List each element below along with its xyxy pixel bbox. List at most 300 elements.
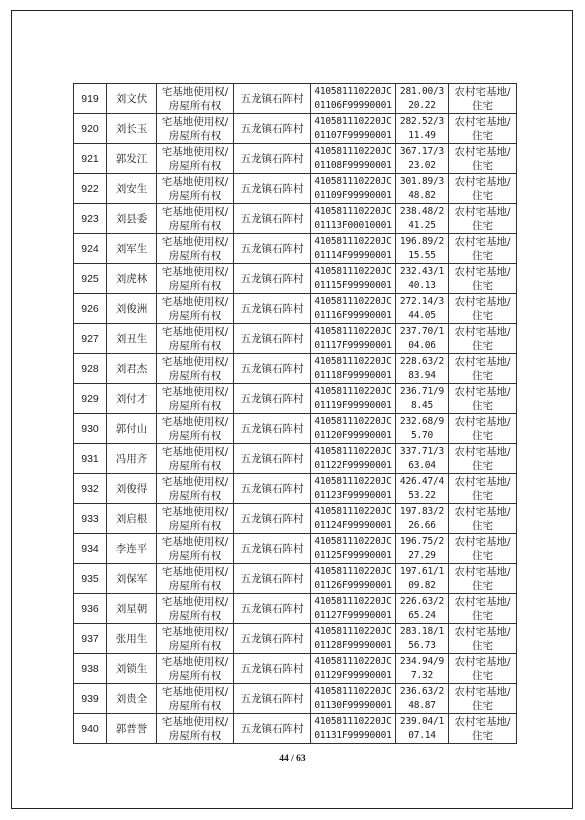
row-number-text: 937: [81, 632, 99, 645]
usage-text: 住宅: [472, 459, 493, 472]
unit-code-cell: [311, 174, 396, 204]
unit-code-cell: [311, 84, 396, 114]
owner-name-text: 刘俊洲: [115, 302, 148, 315]
unit-code-cell: [311, 204, 396, 234]
table-row: [74, 114, 517, 144]
right-type-cell: [157, 654, 234, 684]
usage-text: 农村宅基地/: [454, 535, 511, 548]
right-type-text: 房屋所有权: [168, 219, 222, 232]
owner-name-text: 刘俊得: [115, 482, 148, 495]
area-text: 65.24: [408, 609, 436, 621]
right-type-text: 房屋所有权: [168, 549, 222, 562]
row-number-text: 924: [81, 242, 99, 255]
owner-name-text: 张用生: [115, 632, 148, 645]
owner-name-text: 刘虎林: [115, 272, 148, 285]
area-text: 196.75/2: [399, 535, 445, 547]
usage-text: 农村宅基地/: [454, 565, 511, 578]
usage-text: 住宅: [472, 489, 493, 502]
usage-text: 农村宅基地/: [454, 475, 511, 488]
usage-cell: [449, 714, 517, 744]
table-row: [74, 594, 517, 624]
location-cell: [234, 504, 311, 534]
usage-cell: [449, 84, 517, 114]
usage-text: 住宅: [472, 549, 493, 562]
unit-code-text: 410581110220JC: [314, 595, 392, 607]
usage-text: 住宅: [472, 309, 493, 322]
row-number-text: 936: [81, 602, 99, 615]
location-text: 五龙镇石阵村: [240, 92, 304, 105]
location-text: 五龙镇石阵村: [240, 272, 304, 285]
owner-name-text: 刘启根: [115, 512, 148, 525]
row-number-cell: [74, 444, 107, 474]
usage-text: 住宅: [472, 429, 493, 442]
right-type-text: 房屋所有权: [168, 489, 222, 502]
right-type-text: 房屋所有权: [168, 369, 222, 382]
usage-cell: [449, 594, 517, 624]
row-number-cell: [74, 204, 107, 234]
owner-name-text: 李连平: [115, 542, 148, 555]
owner-name-text: 刘星朝: [115, 602, 148, 615]
usage-cell: [449, 144, 517, 174]
area-text: 197.61/1: [399, 565, 445, 577]
owner-name-text: 刘贵全: [115, 692, 148, 705]
row-number-cell: [74, 294, 107, 324]
table-row: [74, 84, 517, 114]
location-text: 五龙镇石阵村: [240, 452, 304, 465]
row-number-text: 927: [81, 332, 99, 345]
table-row: [74, 504, 517, 534]
owner-name-cell: [107, 564, 157, 594]
area-text: 09.82: [408, 579, 436, 591]
area-text: 23.02: [408, 159, 436, 171]
unit-code-text: 410581110220JC: [314, 265, 392, 277]
area-text: 272.14/3: [399, 295, 445, 307]
usage-text: 农村宅基地/: [454, 715, 511, 728]
right-type-cell: [157, 564, 234, 594]
area-text: 281.00/3: [399, 85, 445, 97]
right-type-text: 宅基地使用权/: [161, 475, 229, 488]
row-number-cell: [74, 174, 107, 204]
right-type-text: 宅基地使用权/: [161, 235, 229, 248]
usage-text: 住宅: [472, 279, 493, 292]
right-type-text: 宅基地使用权/: [161, 595, 229, 608]
right-type-text: 房屋所有权: [168, 669, 222, 682]
usage-text: 住宅: [472, 219, 493, 232]
unit-code-text: 410581110220JC: [314, 325, 392, 337]
unit-code-text: 01129F99990001: [314, 669, 392, 681]
location-text: 五龙镇石阵村: [240, 692, 304, 705]
owner-name-cell: [107, 144, 157, 174]
area-text: 48.82: [408, 189, 436, 201]
row-number-cell: [74, 714, 107, 744]
right-type-cell: [157, 144, 234, 174]
area-cell: [396, 144, 449, 174]
area-cell: [396, 564, 449, 594]
unit-code-cell: [311, 504, 396, 534]
unit-code-text: 01109F99990001: [314, 189, 392, 201]
right-type-text: 宅基地使用权/: [161, 445, 229, 458]
usage-text: 农村宅基地/: [454, 445, 511, 458]
usage-text: 住宅: [472, 159, 493, 172]
area-cell: [396, 714, 449, 744]
usage-text: 农村宅基地/: [454, 505, 511, 518]
unit-code-text: 410581110220JC: [314, 205, 392, 217]
unit-code-cell: [311, 624, 396, 654]
usage-text: 农村宅基地/: [454, 685, 511, 698]
row-number-cell: [74, 144, 107, 174]
unit-code-text: 01131F99990001: [314, 729, 392, 741]
right-type-cell: [157, 624, 234, 654]
right-type-text: 宅基地使用权/: [161, 115, 229, 128]
owner-name-cell: [107, 234, 157, 264]
row-number-cell: [74, 654, 107, 684]
unit-code-text: 01120F99990001: [314, 429, 392, 441]
unit-code-text: 01113F00010001: [314, 219, 392, 231]
right-type-text: 房屋所有权: [168, 159, 222, 172]
right-type-text: 房屋所有权: [168, 129, 222, 142]
table-row: [74, 684, 517, 714]
right-type-text: 宅基地使用权/: [161, 355, 229, 368]
location-text: 五龙镇石阵村: [240, 512, 304, 525]
unit-code-cell: [311, 564, 396, 594]
row-number-text: 932: [81, 482, 99, 495]
registry-rows: [74, 84, 517, 744]
location-text: 五龙镇石阵村: [240, 482, 304, 495]
right-type-text: 宅基地使用权/: [161, 655, 229, 668]
area-cell: [396, 594, 449, 624]
usage-text: 住宅: [472, 369, 493, 382]
area-cell: [396, 684, 449, 714]
usage-text: 农村宅基地/: [454, 145, 511, 158]
area-text: 282.52/3: [399, 115, 445, 127]
area-text: 236.63/2: [399, 685, 445, 697]
area-text: 41.25: [408, 219, 436, 231]
unit-code-text: 01128F99990001: [314, 639, 392, 651]
owner-name-text: 刘文伏: [115, 92, 148, 105]
area-cell: [396, 294, 449, 324]
table-row: [74, 144, 517, 174]
usage-text: 农村宅基地/: [454, 295, 511, 308]
row-number-text: 921: [81, 152, 99, 165]
owner-name-cell: [107, 384, 157, 414]
location-text: 五龙镇石阵村: [240, 332, 304, 345]
area-text: 5.70: [410, 429, 434, 441]
owner-name-cell: [107, 534, 157, 564]
area-cell: [396, 534, 449, 564]
right-type-text: 宅基地使用权/: [161, 325, 229, 338]
usage-text: 农村宅基地/: [454, 625, 511, 638]
area-cell: [396, 264, 449, 294]
right-type-text: 宅基地使用权/: [161, 715, 229, 728]
usage-text: 住宅: [472, 99, 493, 112]
right-type-text: 房屋所有权: [168, 99, 222, 112]
row-number-text: 925: [81, 272, 99, 285]
location-text: 五龙镇石阵村: [240, 662, 304, 675]
usage-text: 农村宅基地/: [454, 175, 511, 188]
usage-cell: [449, 384, 517, 414]
location-text: 五龙镇石阵村: [240, 392, 304, 405]
area-text: 20.22: [408, 99, 436, 111]
unit-code-text: 410581110220JC: [314, 85, 392, 97]
owner-name-cell: [107, 654, 157, 684]
row-number-cell: [74, 384, 107, 414]
table-row: [74, 444, 517, 474]
row-number-text: 922: [81, 182, 99, 195]
table-row: [74, 174, 517, 204]
unit-code-cell: [311, 474, 396, 504]
usage-text: 农村宅基地/: [454, 235, 511, 248]
right-type-text: 宅基地使用权/: [161, 175, 229, 188]
unit-code-cell: [311, 654, 396, 684]
owner-name-text: 刘安生: [115, 182, 148, 195]
usage-cell: [449, 204, 517, 234]
usage-cell: [449, 564, 517, 594]
usage-text: 农村宅基地/: [454, 265, 511, 278]
usage-text: 农村宅基地/: [454, 355, 511, 368]
table-row: [74, 204, 517, 234]
area-text: 15.55: [408, 249, 436, 261]
location-text: 五龙镇石阵村: [240, 242, 304, 255]
unit-code-text: 410581110220JC: [314, 175, 392, 187]
area-cell: [396, 504, 449, 534]
owner-name-cell: [107, 624, 157, 654]
row-number-cell: [74, 534, 107, 564]
unit-code-text: 01117F99990001: [314, 339, 392, 351]
usage-cell: [449, 294, 517, 324]
usage-cell: [449, 684, 517, 714]
area-text: 337.71/3: [399, 445, 445, 457]
row-number-cell: [74, 354, 107, 384]
unit-code-text: 410581110220JC: [314, 715, 392, 727]
location-cell: [234, 684, 311, 714]
owner-name-cell: [107, 684, 157, 714]
row-number-text: 935: [81, 572, 99, 585]
table-row: [74, 234, 517, 264]
area-cell: [396, 474, 449, 504]
location-cell: [234, 414, 311, 444]
unit-code-text: 410581110220JC: [314, 115, 392, 127]
area-text: 196.89/2: [399, 235, 445, 247]
right-type-cell: [157, 234, 234, 264]
owner-name-cell: [107, 714, 157, 744]
owner-name-cell: [107, 414, 157, 444]
right-type-text: 宅基地使用权/: [161, 205, 229, 218]
owner-name-text: 刘长玉: [115, 122, 148, 135]
unit-code-text: 410581110220JC: [314, 565, 392, 577]
right-type-text: 房屋所有权: [168, 249, 222, 262]
area-text: 283.18/1: [399, 625, 445, 637]
unit-code-cell: [311, 114, 396, 144]
owner-name-cell: [107, 594, 157, 624]
unit-code-text: 01108F99990001: [314, 159, 392, 171]
owner-name-cell: [107, 174, 157, 204]
unit-code-text: 410581110220JC: [314, 685, 392, 697]
table-row: [74, 384, 517, 414]
registry-table: [73, 83, 517, 744]
area-text: 228.63/2: [399, 355, 445, 367]
right-type-text: 宅基地使用权/: [161, 145, 229, 158]
location-cell: [234, 384, 311, 414]
unit-code-text: 410581110220JC: [314, 415, 392, 427]
unit-code-cell: [311, 594, 396, 624]
area-cell: [396, 654, 449, 684]
usage-cell: [449, 354, 517, 384]
area-text: 237.70/1: [399, 325, 445, 337]
unit-code-text: 01107F99990001: [314, 129, 392, 141]
area-cell: [396, 324, 449, 354]
owner-name-text: 冯用齐: [115, 452, 148, 465]
right-type-cell: [157, 504, 234, 534]
right-type-text: 宅基地使用权/: [161, 565, 229, 578]
usage-text: 农村宅基地/: [454, 115, 511, 128]
right-type-cell: [157, 324, 234, 354]
usage-text: 住宅: [472, 189, 493, 202]
area-cell: [396, 114, 449, 144]
usage-text: 住宅: [472, 399, 493, 412]
unit-code-text: 410581110220JC: [314, 655, 392, 667]
area-text: 48.87: [408, 699, 436, 711]
right-type-cell: [157, 294, 234, 324]
right-type-text: 房屋所有权: [168, 339, 222, 352]
area-text: 53.22: [408, 489, 436, 501]
unit-code-text: 410581110220JC: [314, 385, 392, 397]
row-number-cell: [74, 684, 107, 714]
location-cell: [234, 474, 311, 504]
right-type-text: 宅基地使用权/: [161, 685, 229, 698]
area-text: 232.68/9: [399, 415, 445, 427]
table-row: [74, 324, 517, 354]
right-type-text: 宅基地使用权/: [161, 505, 229, 518]
usage-text: 住宅: [472, 519, 493, 532]
location-cell: [234, 324, 311, 354]
right-type-text: 房屋所有权: [168, 399, 222, 412]
table-row: [74, 294, 517, 324]
row-number-text: 919: [81, 92, 99, 105]
row-number-cell: [74, 564, 107, 594]
area-cell: [396, 384, 449, 414]
unit-code-cell: [311, 444, 396, 474]
usage-text: 住宅: [472, 609, 493, 622]
unit-code-text: 01127F99990001: [314, 609, 392, 621]
unit-code-text: 410581110220JC: [314, 355, 392, 367]
owner-name-text: 刘付才: [115, 392, 148, 405]
area-text: 56.73: [408, 639, 436, 651]
table-row: [74, 354, 517, 384]
usage-cell: [449, 534, 517, 564]
usage-text: 农村宅基地/: [454, 415, 511, 428]
area-text: 04.06: [408, 339, 436, 351]
usage-cell: [449, 654, 517, 684]
right-type-text: 宅基地使用权/: [161, 295, 229, 308]
table-row: [74, 564, 517, 594]
row-number-cell: [74, 234, 107, 264]
row-number-text: 940: [81, 722, 99, 735]
owner-name-text: 刘君杰: [115, 362, 148, 375]
unit-code-text: 410581110220JC: [314, 625, 392, 637]
unit-code-text: 01115F99990001: [314, 279, 392, 291]
row-number-cell: [74, 264, 107, 294]
right-type-text: 房屋所有权: [168, 459, 222, 472]
row-number-cell: [74, 414, 107, 444]
location-text: 五龙镇石阵村: [240, 302, 304, 315]
row-number-text: 938: [81, 662, 99, 675]
location-cell: [234, 534, 311, 564]
row-number-cell: [74, 624, 107, 654]
location-text: 五龙镇石阵村: [240, 722, 304, 735]
usage-cell: [449, 264, 517, 294]
right-type-cell: [157, 714, 234, 744]
area-text: 234.94/9: [399, 655, 445, 667]
table-row: [74, 714, 517, 744]
area-text: 301.89/3: [399, 175, 445, 187]
owner-name-cell: [107, 114, 157, 144]
row-number-text: 928: [81, 362, 99, 375]
usage-text: 农村宅基地/: [454, 655, 511, 668]
unit-code-text: 01116F99990001: [314, 309, 392, 321]
right-type-text: 宅基地使用权/: [161, 85, 229, 98]
unit-code-cell: [311, 414, 396, 444]
area-cell: [396, 354, 449, 384]
right-type-text: 房屋所有权: [168, 309, 222, 322]
usage-cell: [449, 624, 517, 654]
unit-code-cell: [311, 684, 396, 714]
unit-code-text: 01118F99990001: [314, 369, 392, 381]
row-number-text: 931: [81, 452, 99, 465]
unit-code-cell: [311, 234, 396, 264]
unit-code-cell: [311, 324, 396, 354]
usage-cell: [449, 234, 517, 264]
location-text: 五龙镇石阵村: [240, 212, 304, 225]
usage-cell: [449, 504, 517, 534]
usage-cell: [449, 174, 517, 204]
usage-cell: [449, 414, 517, 444]
area-text: 426.47/4: [399, 475, 445, 487]
unit-code-text: 410581110220JC: [314, 535, 392, 547]
location-text: 五龙镇石阵村: [240, 602, 304, 615]
owner-name-text: 郭发江: [115, 152, 148, 165]
area-text: 197.83/2: [399, 505, 445, 517]
area-text: 7.32: [410, 669, 434, 681]
location-text: 五龙镇石阵村: [240, 182, 304, 195]
usage-text: 农村宅基地/: [454, 385, 511, 398]
right-type-text: 房屋所有权: [168, 189, 222, 202]
row-number-cell: [74, 324, 107, 354]
unit-code-cell: [311, 354, 396, 384]
right-type-cell: [157, 384, 234, 414]
table-row: [74, 534, 517, 564]
unit-code-text: 410581110220JC: [314, 475, 392, 487]
usage-cell: [449, 114, 517, 144]
area-text: 40.13: [408, 279, 436, 291]
right-type-text: 房屋所有权: [168, 579, 222, 592]
usage-text: 农村宅基地/: [454, 325, 511, 338]
table-row: [74, 654, 517, 684]
usage-text: 农村宅基地/: [454, 85, 511, 98]
usage-text: 住宅: [472, 729, 493, 742]
owner-name-cell: [107, 444, 157, 474]
unit-code-text: 01126F99990001: [314, 579, 392, 591]
area-text: 11.49: [408, 129, 436, 141]
location-cell: [234, 144, 311, 174]
location-cell: [234, 114, 311, 144]
owner-name-text: 郭付山: [115, 422, 148, 435]
page-number: 44 / 63: [279, 754, 306, 764]
usage-cell: [449, 324, 517, 354]
location-text: 五龙镇石阵村: [240, 542, 304, 555]
row-number-text: 929: [81, 392, 99, 405]
owner-name-cell: [107, 204, 157, 234]
usage-cell: [449, 444, 517, 474]
